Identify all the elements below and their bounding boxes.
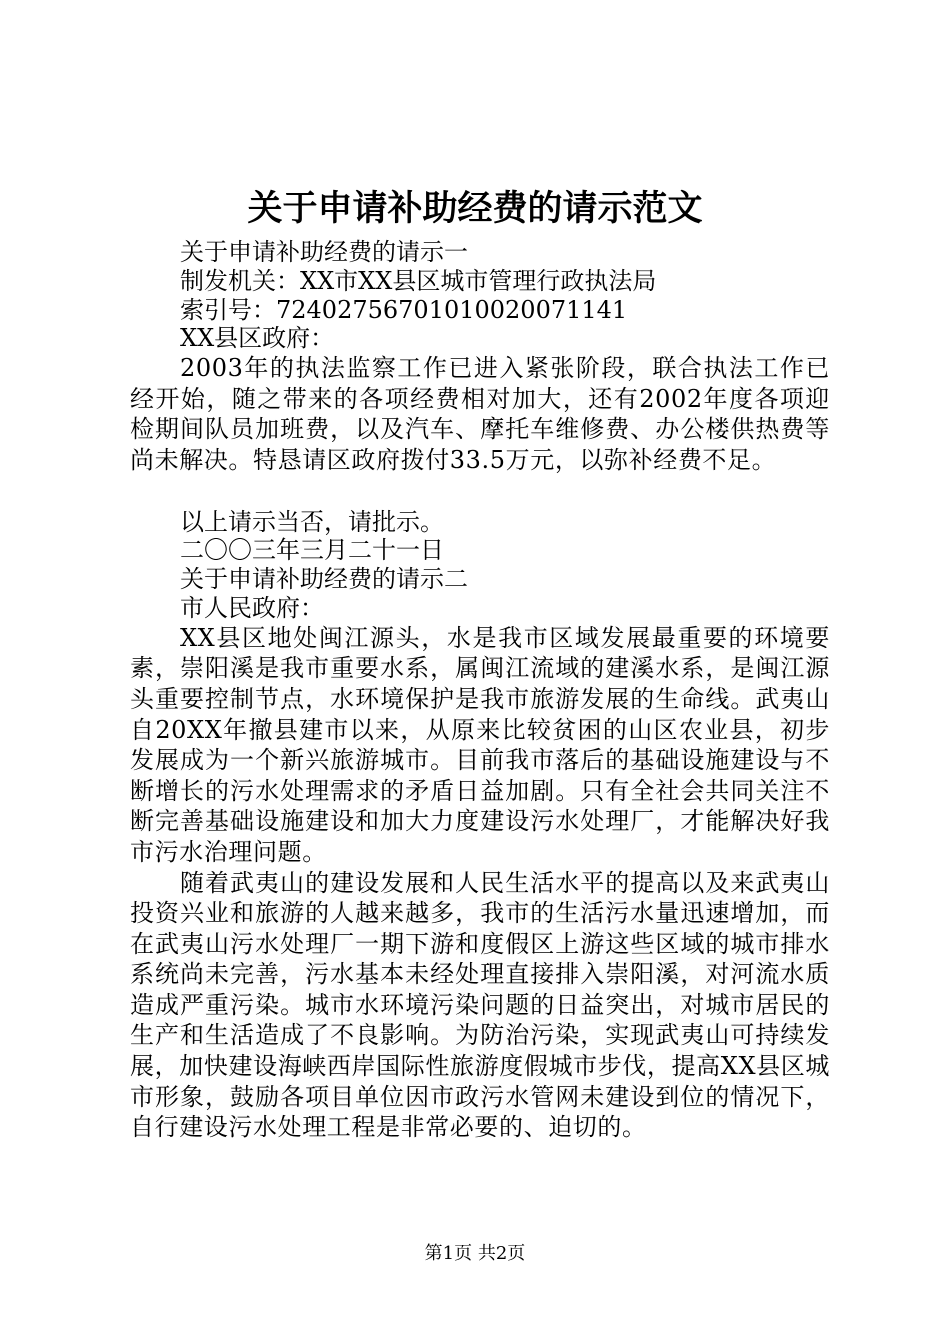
section2-paragraph-2: 随着武夷山的建设发展和人民生活水平的提高以及来武夷山投资兴业和旅游的人越来越多，我市的生活污水量迅速增加，而在武夷山污水处理厂一期下游和度假区上游这些区域的城市排水系统尚未完善，污水基本未经处理直接排入崇阳溪，对河流水质造成严重污染。城市水环境污染问题的日益突出，对城市居民的生产和生活造成了不良影响。为防治污染，实现武夷山可持续发展，加快建设海峡西岸国际性旅游度假城市步伐，提高XX县区城市形象，鼓励各项目单位因市政污水管网未建设到位的情况下，自行建设污水处理工程是非常必要的、迫切的。: [130, 868, 830, 1142]
issuer-line: 制发机关：XX市XX县区城市管理行政执法局: [180, 266, 657, 295]
section1-closing: 以上请示当否，请批示。: [180, 507, 444, 536]
section1-recipient: XX县区政府：: [180, 324, 335, 353]
paragraph-spacer: [130, 476, 830, 508]
section2-recipient: 市人民政府：: [180, 593, 324, 622]
document-body: [130, 238, 830, 1143]
section1-heading: 关于申请补助经费的请示一: [180, 238, 468, 266]
section1-body-paragraph: 2003年的执法监察工作已进入紧张阶段，联合执法工作已经开始，随之带来的各项经费相对加大，还有2002年度各项迎检期间队员加班费，以及汽车、摩托车维修费、办公楼供热费等尚未解决。特恳请区政府拨付33.5万元，以弥补经费不足。: [130, 354, 830, 474]
section1-date: 二〇〇三年三月二十一日: [180, 536, 444, 565]
section2-paragraph-1: XX县区地处闽江源头，水是我市区域发展最重要的环境要素，崇阳溪是我市重要水系，属闽江流域的建溪水系，是闽江源头重要控制节点，水环境保护是我市旅游发展的生命线。武夷山自20XX年撤县建市以来，从原来比较贫困的山区农业县，初步发展成为一个新兴旅游城市。目前我市落后的基础设施建设与不断增长的污水处理需求的矛盾日益加剧。只有全社会共同关注不断完善基础设施建设和加大力度建设污水处理厂，才能解决好我市污水治理问题。: [130, 623, 830, 866]
page-footer: 第1页 共2页: [424, 1243, 526, 1264]
section2-heading: 关于申请补助经费的请示二: [180, 565, 468, 594]
index-number-line: 索引号：72402756701010020071141: [180, 295, 628, 324]
document-title: 关于申请补助经费的请示范文: [247, 189, 703, 229]
